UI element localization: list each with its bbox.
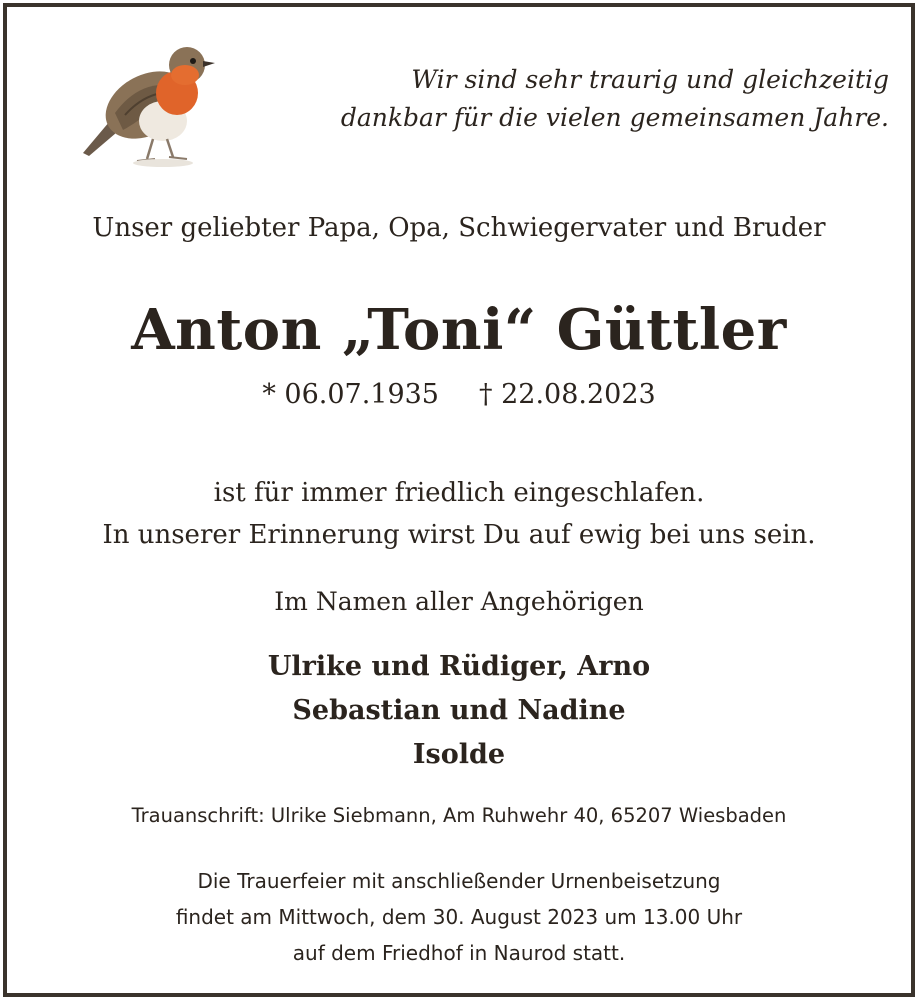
intro-text: Unser geliebter Papa, Opa, Schwiegervater und Bruder bbox=[92, 213, 826, 243]
motto-text bbox=[341, 61, 889, 137]
mourner-name: Isolde bbox=[412, 739, 506, 770]
message-line: ist für immer friedlich eingeschlafen. bbox=[213, 478, 705, 508]
service-details bbox=[7, 863, 911, 971]
death-date: † 22.08.2023 bbox=[479, 379, 656, 410]
obituary-notice bbox=[3, 3, 915, 997]
life-dates bbox=[7, 379, 911, 410]
service-line: findet am Mittwoch, dem 30. August 2023 um 13.00 Uhr bbox=[175, 905, 743, 929]
message-line: In unserer Erinnerung wirst Du auf ewig bei uns sein. bbox=[102, 520, 816, 550]
mourner-name: Ulrike und Rüdiger, Arno bbox=[267, 651, 651, 682]
service-line: Die Trauerfeier mit anschließender Urnenbeisetzung bbox=[197, 869, 721, 893]
mourners-list bbox=[7, 645, 911, 777]
mourning-address: Trauanschrift: Ulrike Siebmann, Am Ruhwehr 40, 65207 Wiesbaden bbox=[131, 804, 787, 827]
signoff-text: Im Namen aller Angehörigen bbox=[274, 587, 644, 616]
service-line: auf dem Friedhof in Naurod statt. bbox=[292, 941, 626, 965]
robin-bird-icon bbox=[75, 35, 220, 175]
birth-date: * 06.07.1935 bbox=[262, 379, 439, 410]
motto-line: Wir sind sehr traurig und gleichzeitig bbox=[411, 65, 889, 94]
mourner-name: Sebastian und Nadine bbox=[292, 695, 626, 726]
memorial-message bbox=[7, 472, 911, 556]
motto-line: dankbar für die vielen gemeinsamen Jahre. bbox=[340, 103, 889, 132]
deceased-name: Anton „Toni“ Güttler bbox=[131, 297, 787, 363]
